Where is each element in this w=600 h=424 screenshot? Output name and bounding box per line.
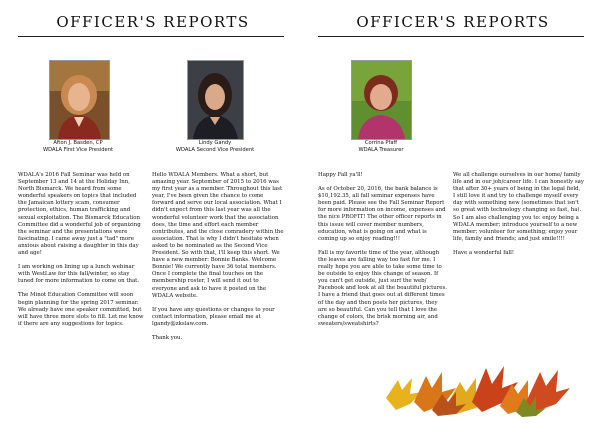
paragraph: Hello WDALA Members. What a short, but amazing year. September of 2015 to 2016 was my first year as a member. Throughout this last year, I've been given the chance to come forward and serve our local association. What I didn't expect from this last year was all the wonderful volunteer work that the association does, the time and effort each member contributes, and the close comradery within the association. That is why I didn't hesitate when asked to be nominated as the Second Vice President. So with that, I'll keep this short. We have a new member: Bonnie Banks. Welcome Bonnie! We currently have 36 total members. Once I complete the final touches on the membership roster, I will send it out to everyone and ask to have it posted on the WDALA website. bbox=[152, 172, 284, 299]
leaf-icon bbox=[386, 378, 422, 410]
officer2-photo bbox=[187, 60, 244, 140]
left-page-title: OFFICER'S REPORTS bbox=[56, 13, 250, 31]
left-title-rule bbox=[18, 36, 284, 37]
right-page-title: OFFICER'S REPORTS bbox=[356, 13, 550, 31]
paragraph: As of October 20, 2016, the bank balance is $10,192.35, all fall seminar expenses have been paid. Please see the Fall Seminar Report for more information on income, expenses and the nice PROFIT! The other officer reports in this issue will cover member numbers, education, what is going on and what is coming up so enjoy reading!!! bbox=[318, 186, 446, 242]
officer1-caption bbox=[33, 140, 123, 154]
paragraph: Have a wonderful fall! bbox=[453, 249, 515, 256]
officer1-report-text bbox=[18, 172, 146, 335]
right-title-rule bbox=[318, 36, 584, 37]
officer3-report-text-col1 bbox=[318, 172, 448, 335]
officer1-photo bbox=[49, 60, 110, 140]
paragraph: WDALA's 2016 Fall Seminar was held on September 13 and 14 at the Holiday Inn, North Bismarck. We heard from some wonderful speakers on topics that included the Jamaican lottery scam, consumer protection, ethics, human trafficking and sexual exploitation. The Bismarck Education Committee did a wonderful job of organizing the seminar and the presentations were fascinating. I came away just a "tad" more anxious about raising a daughter in this day and age! bbox=[18, 172, 141, 257]
officer3-role: WDALA Treasurer bbox=[358, 147, 404, 153]
paragraph: The Minot Education Committee will soon begin planning for the spring 2017 seminar. We already have one speaker committed, but will have three more slots to fill. Let me know if there are any suggestions for topics. bbox=[18, 292, 144, 327]
officer2-role: WDALA Second Vice President bbox=[175, 147, 255, 153]
paragraph: Thank you. bbox=[152, 334, 183, 341]
officer1-role: WDALA First Vice President bbox=[42, 147, 114, 153]
officer3-report-text-col2 bbox=[453, 172, 584, 264]
officer2-report-text bbox=[152, 172, 284, 349]
officer2-name: Lindy Gandy bbox=[198, 140, 232, 146]
officer3-name: Corrina Pfaff bbox=[364, 140, 398, 146]
paragraph: Fall is my favorite time of the year, although the leaves are falling way too fast for me. I really hope you are able to take some time to be outside to enjoy this change of season. If you can't get outside, just surf the web/ Facebook and look at all the beautiful pictures. I have a friend that goes out at different times of the day and then posts her pictures, they are so beautiful. Can you tell that I love the change of colors, the brisk morning air, and sweaters/sweatshirts? bbox=[318, 249, 447, 327]
autumn-leaves-illustration bbox=[376, 358, 572, 418]
officer3-photo bbox=[351, 60, 412, 140]
officer3-caption bbox=[336, 140, 426, 154]
officer1-name: Afton J. Basden, CP bbox=[53, 140, 103, 146]
paragraph: We all challenge ourselves in our home/ family life and in our job/career life. I can honestly say that after 30+ years of being in the legal field, I still love it and try to challenge myself every day with something new (sometimes that isn't so great with technology changing so fast, ha). So I am also challenging you to: enjoy being a WDALA member; introduce yourself to a new member; volunteer for something; enjoy your life, family and friends; and just smile!!!! bbox=[453, 172, 584, 242]
paragraph: I am working on lining up a lunch webinar with WestLaw for this fall/winter, so stay tuned for more information to come on that. bbox=[18, 264, 140, 285]
paragraph: If you have any questions or changes to your contact information, please email me at lgandy@zkslaw.com. bbox=[152, 306, 275, 327]
paragraph: Happy Fall ya'll! bbox=[318, 172, 363, 178]
officer2-caption bbox=[170, 140, 260, 154]
